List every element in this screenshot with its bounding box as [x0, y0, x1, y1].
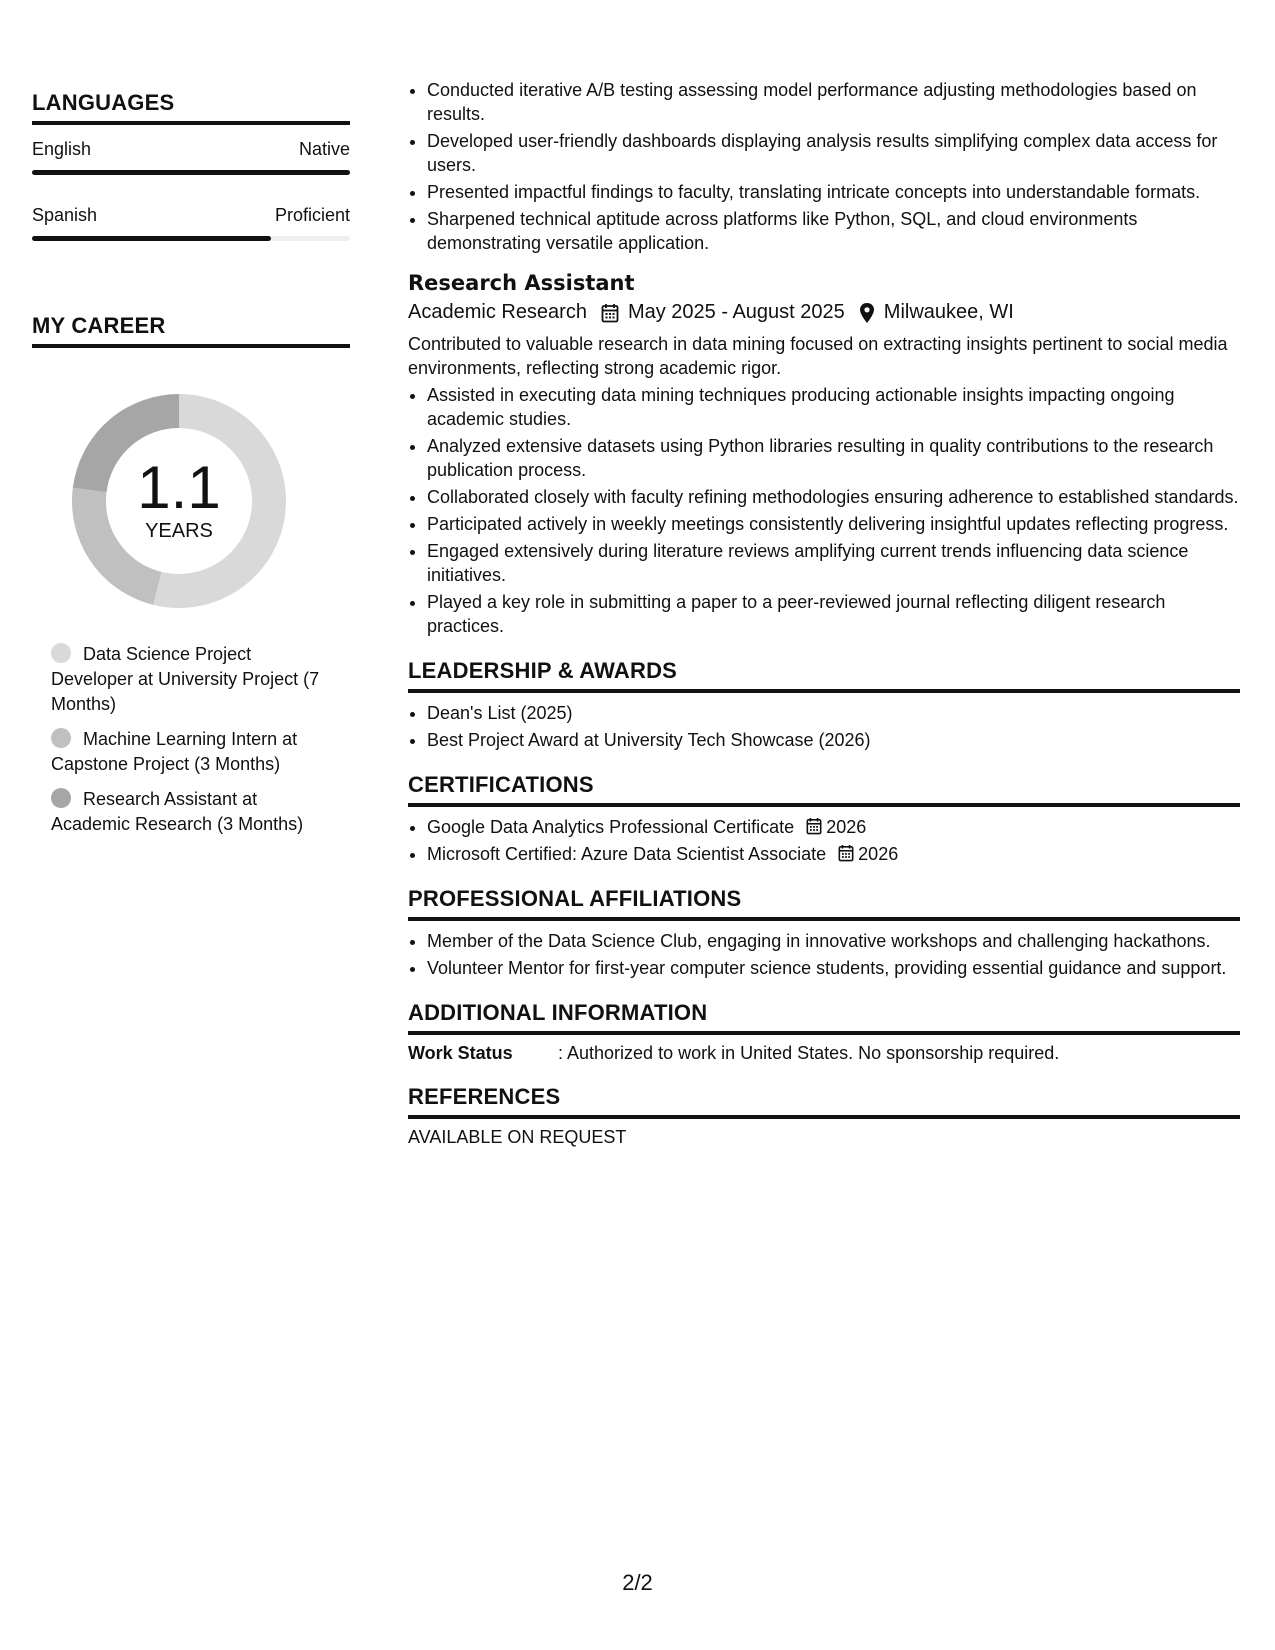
legend-dot: [51, 643, 71, 663]
career-legend: [51, 642, 326, 837]
certification-item: [427, 842, 1240, 866]
affiliation-item: • Member of the Data Science Club, engaging in innovative workshops and challenging hackathons.: [427, 929, 1240, 953]
bullet-item: • Conducted iterative A/B testing assessing model performance adjusting methodologies based on results.: [427, 78, 1240, 126]
language-name: English: [32, 139, 92, 159]
affiliation-item: • Volunteer Mentor for first-year computer science students, providing essential guidance and support.: [427, 956, 1240, 980]
bullet-item: • Collaborated closely with faculty refining methodologies ensuring adherence to established standards.: [427, 485, 1240, 509]
certifications-title: CERTIFICATIONS: [408, 772, 1240, 807]
certification-year: 2026: [826, 817, 867, 837]
job-meta: [408, 301, 1240, 324]
language-level-bar: [32, 236, 350, 241]
job-organization: Academic Research: [408, 301, 587, 323]
legend-label: Machine Learning Intern at Capstone Project (3 Months): [51, 729, 298, 774]
bullet-item: • Presented impactful findings to faculty, translating intricate concepts into understandable formats.: [427, 180, 1240, 204]
language-level: Proficient: [274, 205, 350, 225]
certifications-list: [408, 815, 1240, 866]
language-name: Spanish: [32, 205, 98, 225]
legend-label: Research Assistant at Academic Research (3 Months): [51, 789, 304, 834]
bullet-item: • Developed user-friendly dashboards displaying analysis results simplifying complex data access for users.: [427, 129, 1240, 177]
language-level: Native: [298, 139, 350, 159]
bullet-item: • Analyzed extensive datasets using Python libraries resulting in quality contributions to the research publication process.: [427, 434, 1240, 482]
right-column: [408, 78, 1240, 1148]
work-status-value: : Authorized to work in United States. No sponsorship required.: [558, 1043, 1060, 1063]
work-status-label: Work Status: [408, 1043, 513, 1063]
page-number: 2/2: [622, 1570, 653, 1595]
leadership-title: LEADERSHIP & AWARDS: [408, 658, 1240, 693]
references-text: AVAILABLE ON REQUEST: [408, 1127, 627, 1147]
certification-item: [427, 815, 1240, 839]
certification-name: Google Data Analytics Professional Certificate: [427, 817, 795, 837]
career-total-unit: YEARS: [145, 520, 213, 542]
legend-dot: [51, 728, 71, 748]
certification-name: Microsoft Certified: Azure Data Scientist Associate: [427, 844, 827, 864]
references-title: REFERENCES: [408, 1084, 1240, 1119]
languages-title: LANGUAGES: [32, 90, 350, 125]
bullet-item: • Participated actively in weekly meetings consistently delivering insightful updates reflecting progress.: [427, 512, 1240, 536]
language-level-fill: [32, 236, 271, 241]
bullet-item: • Played a key role in submitting a paper to a peer-reviewed journal reflecting diligent research practices.: [427, 590, 1240, 638]
legend-item: [51, 727, 326, 777]
legend-item: [51, 787, 326, 837]
left-column: [32, 90, 350, 847]
calendar-icon: [601, 303, 619, 323]
affiliations-list: [408, 929, 1240, 980]
additional-info-title: ADDITIONAL INFORMATION: [408, 1000, 1240, 1035]
career-title: MY CAREER: [32, 313, 350, 348]
job-description: Contributed to valuable research in data mining focused on extracting insights pertinent to social media environments, reflecting strong academic rigor.: [408, 334, 1228, 378]
legend-dot: [51, 788, 71, 808]
language-item: [32, 139, 350, 175]
career-donut-chart: [64, 386, 294, 616]
language-level-bar: [32, 170, 350, 175]
bullet-item: • Engaged extensively during literature reviews amplifying current trends influencing data science initiatives.: [427, 539, 1240, 587]
language-level-fill: [32, 170, 350, 175]
job-dates: May 2025 - August 2025: [627, 301, 845, 323]
career-total-years: 1.1: [137, 454, 221, 521]
award-item: • Best Project Award at University Tech Showcase (2026): [427, 728, 1240, 752]
legend-label: Data Science Project Developer at University Project (7 Months): [51, 644, 320, 714]
job-bullets: [408, 383, 1240, 638]
legend-item: [51, 642, 326, 717]
job-title: Research Assistant: [408, 271, 635, 295]
location-pin-icon: [859, 302, 875, 324]
language-item: [32, 205, 350, 241]
job-location: Milwaukee, WI: [883, 301, 1014, 323]
certification-year: 2026: [858, 844, 899, 864]
calendar-icon: [838, 844, 854, 862]
previous-job-bullets: [408, 78, 1240, 255]
award-item: • Dean's List (2025): [427, 701, 1240, 725]
bullet-item: • Sharpened technical aptitude across platforms like Python, SQL, and cloud environments demonstrating versatile application.: [427, 207, 1240, 255]
donut-center: [64, 386, 294, 616]
work-status-row: [408, 1043, 1240, 1064]
calendar-icon: [806, 817, 822, 835]
leadership-list: [408, 701, 1240, 752]
affiliations-title: PROFESSIONAL AFFILIATIONS: [408, 886, 1240, 921]
bullet-item: • Assisted in executing data mining techniques producing actionable insights impacting ongoing academic studies.: [427, 383, 1240, 431]
